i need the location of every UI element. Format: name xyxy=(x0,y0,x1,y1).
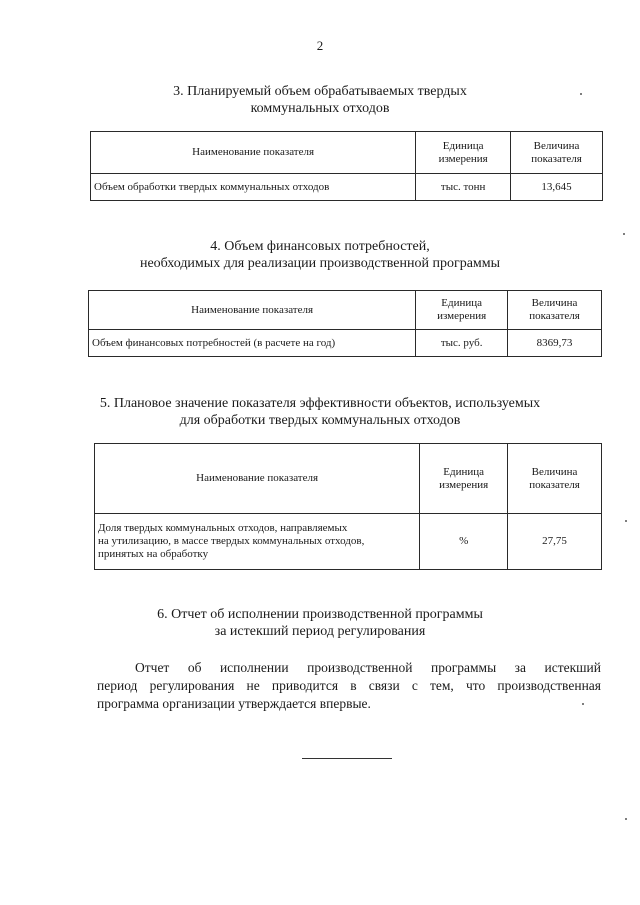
scan-speck xyxy=(625,520,627,522)
closing-divider xyxy=(302,758,392,759)
header-unit-line-1: Единица xyxy=(442,139,484,152)
section-4-title-line-2: необходимых для реализации производственной программы xyxy=(139,256,501,271)
header-value-line-2: показателя xyxy=(529,478,580,491)
header-value-line-2: показателя xyxy=(529,310,580,322)
scan-speck xyxy=(625,818,627,820)
scan-speck xyxy=(623,233,625,235)
header-indicator-name: Наименование показателя xyxy=(95,444,420,514)
row-value: 27,75 xyxy=(508,514,602,570)
header-indicator-name: Наименование показателя xyxy=(89,291,416,330)
row-value: 13,645 xyxy=(511,174,603,201)
table-header-row xyxy=(91,132,603,174)
section-4-title xyxy=(0,238,640,272)
section-5-title-line-1: 5. Плановое значение показателя эффективности объектов, используемых xyxy=(99,396,541,411)
row-indicator-name-line-2: на утилизацию, в массе твердых коммунальных отходов, xyxy=(98,535,365,547)
header-unit xyxy=(420,444,508,514)
header-unit-line-2: измерения xyxy=(437,310,487,322)
table-row xyxy=(91,174,603,201)
header-value-line-1: Величина xyxy=(531,297,578,309)
header-unit-line-1: Единица xyxy=(443,465,485,478)
scan-speck xyxy=(580,93,582,95)
header-value xyxy=(508,291,602,330)
row-unit: тыс. руб. xyxy=(416,330,508,357)
table-row xyxy=(95,514,602,570)
table-header-row xyxy=(89,291,602,330)
section-4-table xyxy=(88,290,602,357)
section-6-title-line-1: 6. Отчет об исполнении производственной программы xyxy=(157,607,483,622)
row-indicator-name-line-1: Доля твердых коммунальных отходов, направляемых xyxy=(98,522,348,534)
table-header-row xyxy=(95,444,602,514)
header-unit xyxy=(416,132,511,174)
row-unit: тыс. тонн xyxy=(416,174,511,201)
section-6-title xyxy=(0,606,640,640)
section-3-title-line-1: 3. Планируемый объем обрабатываемых твердых xyxy=(173,84,467,99)
header-unit xyxy=(416,291,508,330)
row-value: 8369,73 xyxy=(508,330,602,357)
paragraph-line-3: программа организации утверждается впервые. xyxy=(97,696,371,711)
header-value xyxy=(511,132,603,174)
section-5-table xyxy=(94,443,602,570)
header-value-line-2: показателя xyxy=(531,152,582,165)
paragraph-line-1: Отчет об исполнении производственной программы за истекший xyxy=(135,660,601,675)
row-indicator-name-line-3: принятых на обработку xyxy=(98,548,209,560)
section-4-title-line-1: 4. Объем финансовых потребностей, xyxy=(210,239,430,254)
section-5-title xyxy=(0,395,640,429)
header-value xyxy=(508,444,602,514)
row-indicator-name: Объем обработки твердых коммунальных отходов xyxy=(91,174,416,201)
header-value-line-1: Величина xyxy=(533,139,580,152)
section-3-title xyxy=(0,83,640,117)
report-paragraph xyxy=(97,659,601,713)
header-indicator-name: Наименование показателя xyxy=(91,132,416,174)
section-3-title-line-2: коммунальных отходов xyxy=(250,101,390,116)
row-indicator-name: Объем финансовых потребностей (в расчете на год) xyxy=(89,330,416,357)
row-indicator-name xyxy=(95,514,420,570)
page-number: 2 xyxy=(316,38,324,53)
row-unit: % xyxy=(420,514,508,570)
section-5-title-line-2: для обработки твердых коммунальных отходов xyxy=(179,413,461,428)
section-3-table xyxy=(90,131,603,201)
scan-speck xyxy=(582,703,584,705)
header-unit-line-2: измерения xyxy=(438,152,488,165)
paragraph-line-2: период регулирования не приводится в связи с тем, что производственная xyxy=(97,678,601,693)
header-unit-line-1: Единица xyxy=(441,297,483,309)
section-6-title-line-2: за истекший период регулирования xyxy=(214,624,426,639)
table-row xyxy=(89,330,602,357)
header-unit-line-2: измерения xyxy=(439,478,489,491)
header-value-line-1: Величина xyxy=(531,465,578,478)
